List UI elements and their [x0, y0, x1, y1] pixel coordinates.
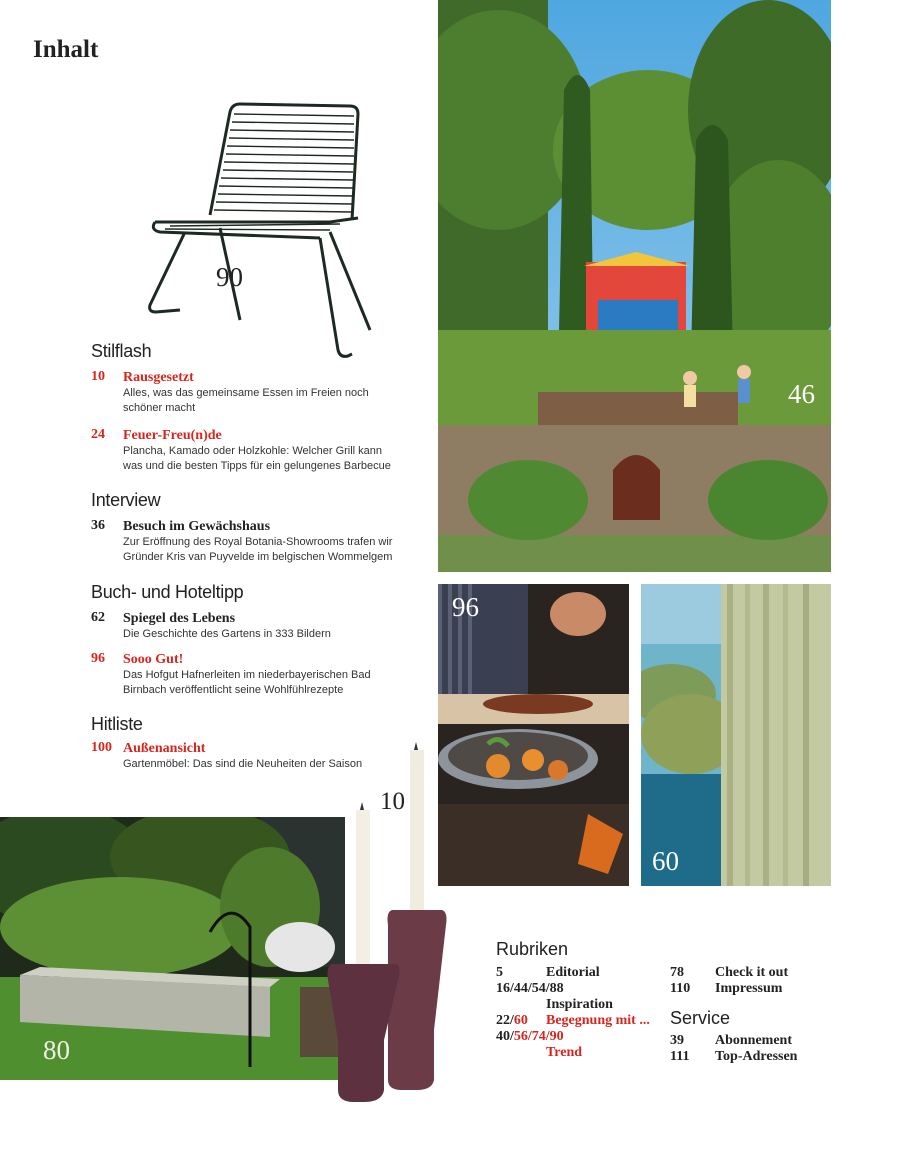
rubrik-title: Editorial	[546, 965, 600, 980]
entry-title: Spiegel des Lebens	[123, 611, 236, 626]
section-heading: Buch- und Hoteltipp	[91, 582, 244, 602]
toc-entry[interactable]	[91, 651, 411, 698]
rubrik-page-number: 16/44/54/88	[496, 981, 564, 996]
rubrik-title: Impressum	[715, 981, 783, 996]
rubrik-item[interactable]	[670, 981, 840, 997]
rubrik-page-number: 40/	[496, 1029, 514, 1044]
entry-title: Außenansicht	[123, 741, 206, 756]
garden-carousel-photo	[438, 0, 831, 572]
rubrik-item[interactable]	[496, 1029, 666, 1045]
rubrik-item[interactable]	[496, 1013, 666, 1029]
entry-page-number: 10	[91, 369, 105, 384]
entry-title: Feuer-Freu(n)de	[123, 428, 222, 443]
service-page-number: 39	[670, 1033, 684, 1048]
entry-description: Das Hofgut Hafnerleiten im niederbayerischen Bad	[123, 669, 371, 681]
entry-description: schöner macht	[123, 402, 196, 414]
rubrik-title: Inspiration	[546, 997, 613, 1012]
toc-entry[interactable]	[91, 369, 411, 416]
grill-photo	[438, 584, 629, 886]
garden-page-number: 46	[788, 379, 815, 409]
candles-page-number: 10	[380, 788, 405, 815]
service-title: Abonnement	[715, 1033, 793, 1048]
section-heading: Interview	[91, 490, 161, 510]
rubrik-title: Begegnung mit ...	[546, 1013, 650, 1028]
service-item[interactable]	[670, 1033, 840, 1049]
entry-page-number: 36	[91, 518, 105, 533]
entry-description: Alles, was das gemeinsame Essen im Freien noch	[123, 387, 369, 399]
rubrik-page-number: 5	[496, 965, 503, 980]
rubrik-page-number: 22/	[496, 1013, 514, 1028]
page-title: Inhalt	[33, 36, 99, 63]
entry-description: Plancha, Kamado oder Holzkohle: Welcher Grill kann	[123, 445, 383, 457]
rubrik-page-number-highlight: 60	[513, 1013, 528, 1028]
grill-page-number: 96	[452, 592, 479, 622]
rubrik-item[interactable]	[496, 997, 666, 1013]
toc-entry[interactable]	[91, 518, 411, 565]
service-list	[670, 1033, 840, 1065]
entry-description: was und die besten Tipps für ein gelungenes Barbecue	[123, 460, 391, 472]
entry-description: Zur Eröffnung des Royal Botania-Showrooms trafen wir	[123, 536, 393, 548]
entry-description: Die Geschichte des Gartens in 333 Bildern	[123, 628, 331, 640]
rubriken-list-right	[670, 965, 840, 997]
rubrik-item[interactable]	[496, 965, 666, 981]
rubriken-list	[496, 965, 666, 1061]
entry-description: Gründer Kris van Puyvelde im belgischen Wommelgem	[123, 551, 393, 563]
service-item[interactable]	[670, 1049, 840, 1065]
service-heading: Service	[670, 1008, 731, 1028]
entry-title: Rausgesetzt	[123, 370, 194, 385]
entry-description: Birnbach veröffentlicht seine Wohlfühlrezepte	[123, 684, 344, 696]
rubrik-title: Check it out	[715, 965, 789, 980]
toc-entry[interactable]	[91, 610, 411, 642]
rubrik-item[interactable]	[496, 981, 666, 997]
entry-page-number: 100	[91, 740, 112, 755]
bench-page-number: 80	[43, 1035, 70, 1065]
section-heading: Stilflash	[91, 341, 152, 361]
curtain-page-number: 60	[652, 846, 679, 876]
entry-page-number: 24	[91, 427, 105, 442]
entry-title: Besuch im Gewächshaus	[123, 519, 271, 534]
section-heading: Hitliste	[91, 714, 143, 734]
entry-title: Sooo Gut!	[123, 652, 184, 667]
rubrik-page-number: 78	[670, 965, 684, 980]
rubrik-item[interactable]	[496, 1045, 666, 1061]
chair-image	[130, 100, 390, 360]
rubrik-title: Trend	[546, 1045, 583, 1060]
rubriken-heading: Rubriken	[496, 939, 569, 959]
chair-page-number: 90	[216, 262, 243, 292]
entry-description: Gartenmöbel: Das sind die Neuheiten der Saison	[123, 758, 363, 770]
rubrik-item[interactable]	[670, 965, 840, 981]
rubrik-page-number-highlight: 56/74/90	[513, 1029, 564, 1044]
entry-page-number: 62	[91, 610, 105, 625]
rubrik-page-number: 110	[670, 981, 691, 996]
toc-entry[interactable]	[91, 427, 411, 474]
curtain-photo	[641, 584, 831, 886]
service-title: Top-Adressen	[715, 1049, 798, 1064]
entry-page-number: 96	[91, 651, 105, 666]
service-page-number: 111	[670, 1049, 690, 1064]
